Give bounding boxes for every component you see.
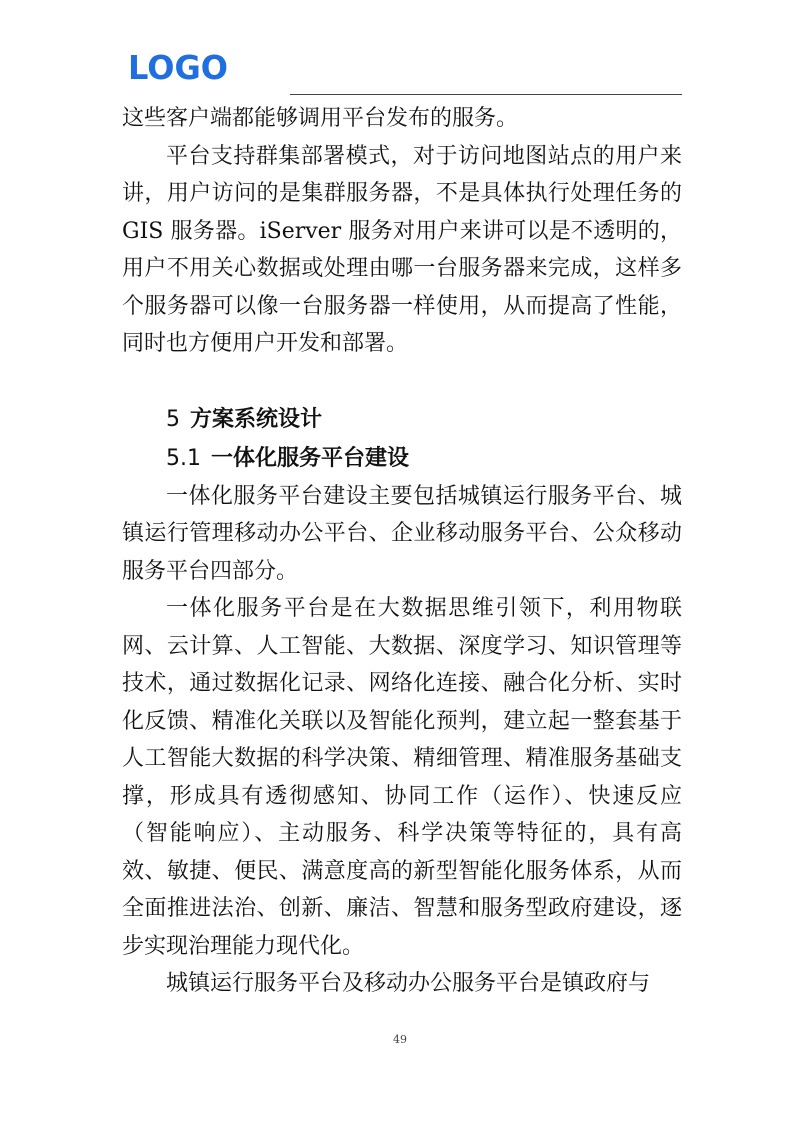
section-title: 方案系统设计 [190, 406, 323, 432]
paragraph-4: 一体化服务平台是在大数据思维引领下，利用物联网、云计算、人工智能、大数据、深度学习、知识管理等技术，通过数据化记录、网络化连接、融合化分析、实时化反馈、精准化关联以及智能化预判，建立起一整套基于人工智能大数据的科学决策、精细管理、精准服务基础支撑，形成具有透彻感知、协同工作（运作）、快速反应（智能响应）、主动服务、科学决策等特征的，具有高效、敏捷、便民、满意度高的新型智能化服务体系，从而全面推进法治、创新、廉洁、智慧和服务型政府建设，逐步实现治理能力现代化。 [122, 596, 682, 959]
section-number: 5 [166, 406, 180, 432]
logo-text: LOGO [128, 50, 228, 84]
paragraph-2: 平台支持群集部署模式，对于访问地图站点的用户来讲，用户访问的是集群服务器，不是具体执行处理任务的 GIS 服务器。iServer 服务对用户来讲可以是不透明的，用户不用关心数据或处理由哪一台服务器来完成，这样多个服务器可以像一台服务器一样使用，从而提高了性能，同时也方便用户开发和部署。 [122, 143, 682, 356]
header-rule [290, 94, 682, 95]
paragraph-5: 城镇运行服务平台及移动办公服务平台是镇政府与 [166, 971, 651, 996]
subsection-number: 5.1 [166, 445, 201, 471]
page-number: 49 [393, 1033, 407, 1046]
paragraph-1: 这些客户端都能够调用平台发布的服务。 [122, 106, 519, 131]
logo [128, 50, 230, 86]
section-heading [122, 400, 682, 439]
document-body [122, 100, 682, 1003]
subsection-heading [122, 439, 682, 478]
subsection-title: 一体化服务平台建设 [211, 445, 410, 471]
paragraph-3: 一体化服务平台建设主要包括城镇运行服务平台、城镇运行管理移动办公平台、企业移动服务平台、公众移动服务平台四部分。 [122, 483, 682, 584]
logo-graphic [128, 50, 230, 84]
section-spacer [122, 363, 682, 400]
